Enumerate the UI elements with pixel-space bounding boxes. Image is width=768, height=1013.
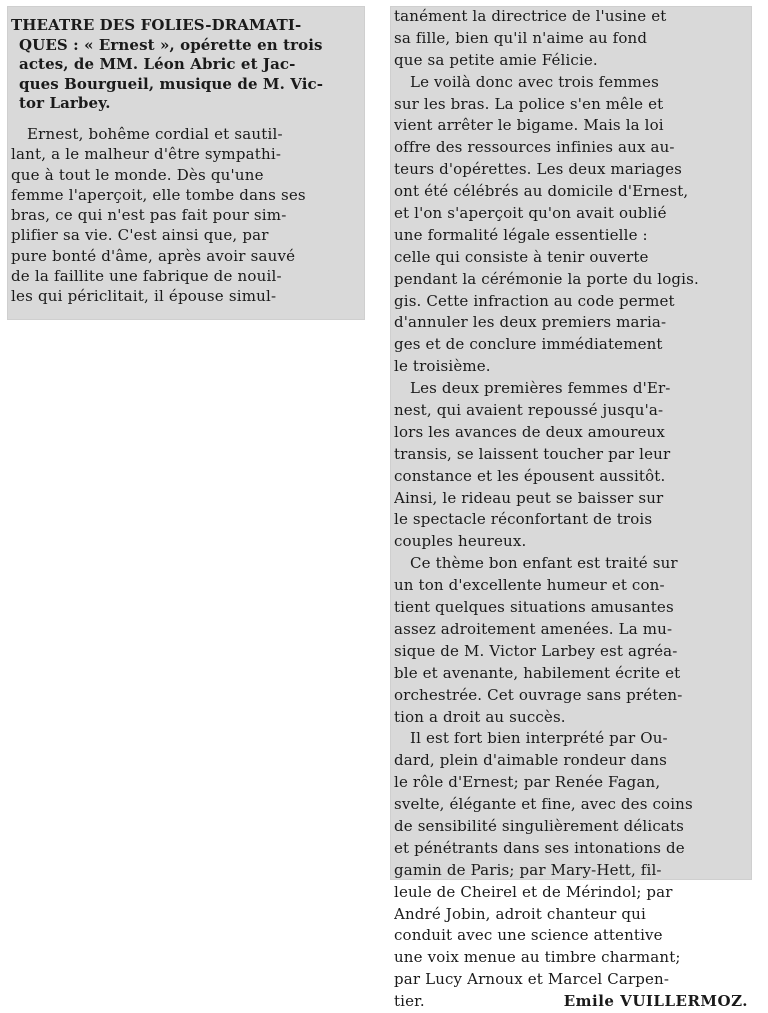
text-line: gamin de Paris; par Mary-Hett, fil- — [394, 860, 662, 879]
text-line: Ernest, bohême cordial et sautil- — [27, 125, 283, 143]
text-line: pure bonté d'âme, après avoir sauvé — [11, 246, 296, 265]
text-line: transis, se laissent toucher par leur — [394, 444, 671, 463]
right-column-text — [394, 6, 748, 1013]
text-line: Les deux premières femmes d'Er- — [410, 379, 671, 398]
text-line: constance et les épousent aussitôt. — [394, 466, 666, 485]
text-line: celle qui consiste à tenir ouverte — [394, 247, 649, 266]
text-line: les qui périclitait, il épouse simul- — [11, 287, 277, 306]
headline-line: ques Bourgueil, musique de M. Vic- — [19, 74, 324, 93]
left-column-text — [11, 124, 363, 307]
text-line: bras, ce qui n'est pas fait pour sim- — [11, 206, 287, 225]
text-line: assez adroitement amenées. La mu- — [394, 619, 673, 638]
text-line: leule de Cheirel et de Mérindol; par — [394, 882, 673, 901]
text-line: et pénétrants dans ses intonations de — [394, 838, 685, 857]
text-line: couples heureux. — [394, 532, 527, 551]
text-line: nest, qui avaient repoussé jusqu'a- — [394, 401, 664, 420]
headline-line: tor Larbey. — [19, 94, 111, 112]
text-line: tient quelques situations amusantes — [394, 598, 674, 617]
headline-line: actes, de MM. Léon Abric et Jac- — [19, 55, 296, 73]
text-line: sur les bras. La police s'en mêle et — [394, 94, 664, 113]
text-line: le troisième. — [394, 357, 491, 376]
text-line: Ce thème bon enfant est traité sur — [410, 554, 678, 573]
headline-line: QUES : « Ernest », opérette en trois — [19, 35, 323, 54]
headline-line: THEATRE DES FOLIES-DRAMATI- — [11, 16, 302, 34]
text-line: lors les avances de deux amoureux — [394, 422, 665, 441]
text-line: gis. Cette infraction au code permet — [394, 291, 675, 310]
text-line: offre des ressources infinies aux au- — [394, 138, 675, 157]
text-line: et l'on s'aperçoit qu'on avait oublié — [394, 204, 667, 223]
closing-line — [394, 991, 748, 1013]
text-line: une voix menue au timbre charmant; — [394, 948, 681, 967]
text-line: un ton d'excellente humeur et con- — [394, 576, 665, 595]
text-line: le spectacle réconfortant de trois — [394, 510, 653, 529]
text-line: teurs d'opérettes. Les deux mariages — [394, 160, 682, 179]
text-line: de sensibilité singulièrement délicats — [394, 816, 684, 835]
text-line: que à tout le monde. Dès qu'une — [11, 165, 264, 184]
text-line: Il est fort bien interprété par Ou- — [410, 729, 668, 748]
text-line: tanément la directrice de l'usine et — [394, 7, 667, 25]
right-clipping — [390, 6, 752, 1011]
text-line: dard, plein d'aimable rondeur dans — [394, 751, 667, 770]
text-line: lant, a le malheur d'être sympathi- — [11, 145, 282, 164]
text-line: vient arrêter le bigame. Mais la loi — [394, 116, 664, 135]
text-line: le rôle d'Ernest; par Renée Fagan, — [394, 773, 661, 792]
text-line: par Lucy Arnoux et Marcel Carpen- — [394, 970, 670, 989]
author-signature: Emile VUILLERMOZ. — [563, 992, 748, 1011]
text-line: ont été célébrés au domicile d'Ernest, — [394, 182, 689, 201]
text-line: sa fille, bien qu'il n'aime au fond — [394, 28, 648, 47]
text-line: orchestrée. Cet ouvrage sans préten- — [394, 685, 683, 704]
text-line: que sa petite amie Félicie. — [394, 50, 598, 69]
text-line: svelte, élégante et fine, avec des coins — [394, 795, 693, 814]
text-line: tier. — [394, 992, 425, 1011]
text-line: une formalité légale essentielle : — [394, 225, 648, 244]
text-line: de la faillite une fabrique de nouil- — [11, 267, 282, 286]
text-line: ble et avenante, habilement écrite et — [394, 663, 681, 682]
article-headline — [11, 16, 361, 114]
left-clipping — [7, 6, 365, 320]
text-line: André Jobin, adroit chanteur qui — [394, 904, 646, 923]
text-line: Le voilà donc avec trois femmes — [410, 72, 659, 91]
text-line: ges et de conclure immédiatement — [394, 335, 663, 354]
text-line: pendant la cérémonie la porte du logis. — [394, 269, 699, 288]
text-line: plifier sa vie. C'est ainsi que, par — [11, 226, 269, 245]
text-line: conduit avec une science attentive — [394, 926, 663, 945]
text-line: d'annuler les deux premiers maria- — [394, 313, 667, 332]
text-line: femme l'aperçoit, elle tombe dans ses — [11, 185, 306, 204]
text-line: tion a droit au succès. — [394, 707, 566, 726]
text-line: sique de M. Victor Larbey est agréa- — [394, 641, 678, 660]
text-line: Ainsi, le rideau peut se baisser sur — [394, 488, 664, 507]
